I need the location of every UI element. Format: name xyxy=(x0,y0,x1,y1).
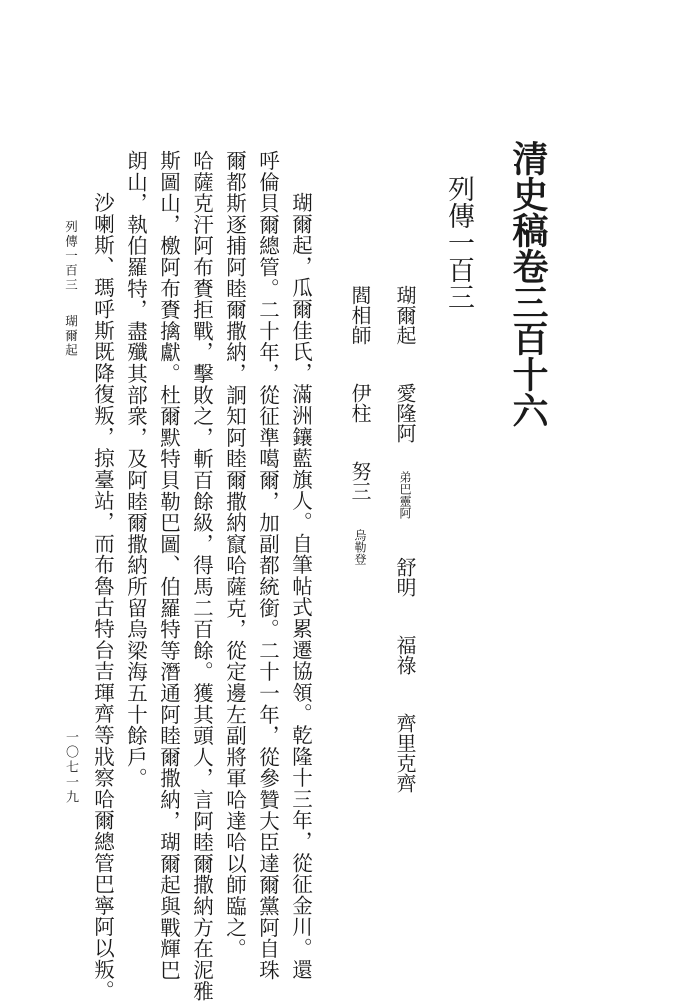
body-column-3: 爾都斯逐捕阿睦爾撒納，詗知阿睦爾撒納竄哈薩克，從定邊左副將軍哈達哈以師臨之。 xyxy=(222,150,247,960)
body-column-2: 呼倫貝爾總管。二十年，從征準噶爾，加副都統銜。二十一年，從參贊大臣達爾黨阿自珠 xyxy=(255,150,280,981)
name-fu-lu: 福祿 xyxy=(393,635,417,675)
name-shu-ming: 舒明 xyxy=(393,557,417,597)
name-nu-san: 努三 xyxy=(348,461,372,501)
name-hu-er-qi: 瑚爾起 xyxy=(393,285,417,345)
body-column-7: 沙喇斯、瑪呼斯既降復叛，掠臺站，而布魯古特台吉琿齊等戕察哈爾總管巴寧阿以叛。 xyxy=(90,192,115,1002)
chapter-subtitle: 列傳一百三 xyxy=(443,175,474,310)
running-header-chapter: 列傳一百三 xyxy=(63,220,79,293)
biography-names-row-2 xyxy=(350,285,370,579)
running-header-section: 瑚爾起 xyxy=(63,314,79,358)
body-column-6: 朗山，執伯羅特，盡殲其部衆，及阿睦爾撒納所留烏梁海五十餘戶。 xyxy=(123,150,148,789)
biography-names-row-1 xyxy=(395,285,415,807)
running-header xyxy=(64,220,77,358)
volume-title: 清史稿卷三百十六 xyxy=(507,140,549,428)
name-yan-xiang-shi: 閻相師 xyxy=(348,285,372,345)
page-number: 一〇七一九 xyxy=(63,730,78,805)
body-column-5: 斯圖山，檄阿布賚擒獻。杜爾默特貝勒巴圖、伯羅特等潛通阿睦爾撒納，瑚爾起與戰輝巴 xyxy=(156,150,181,981)
body-column-4: 哈薩克汗阿布賚拒戰，擊敗之，斬百餘級，得馬二百餘。獲其頭人，言阿睦爾撒納方在泥雅 xyxy=(189,150,214,1002)
body-column-1: 瑚爾起，瓜爾佳氏，滿洲鑲藍旗人。自筆帖式累遷協領。乾隆十三年，從征金川。還 xyxy=(288,192,313,981)
name-yi-zhu: 伊柱 xyxy=(348,383,372,423)
name-note-wu-le-deng: 烏勒登 xyxy=(353,529,367,565)
name-ai-long-a: 愛隆阿 xyxy=(393,383,417,443)
name-qi-li-ke-qi: 齊里克齊 xyxy=(393,713,417,793)
name-note-ba-ling-a: 弟巴靈阿 xyxy=(398,471,412,519)
